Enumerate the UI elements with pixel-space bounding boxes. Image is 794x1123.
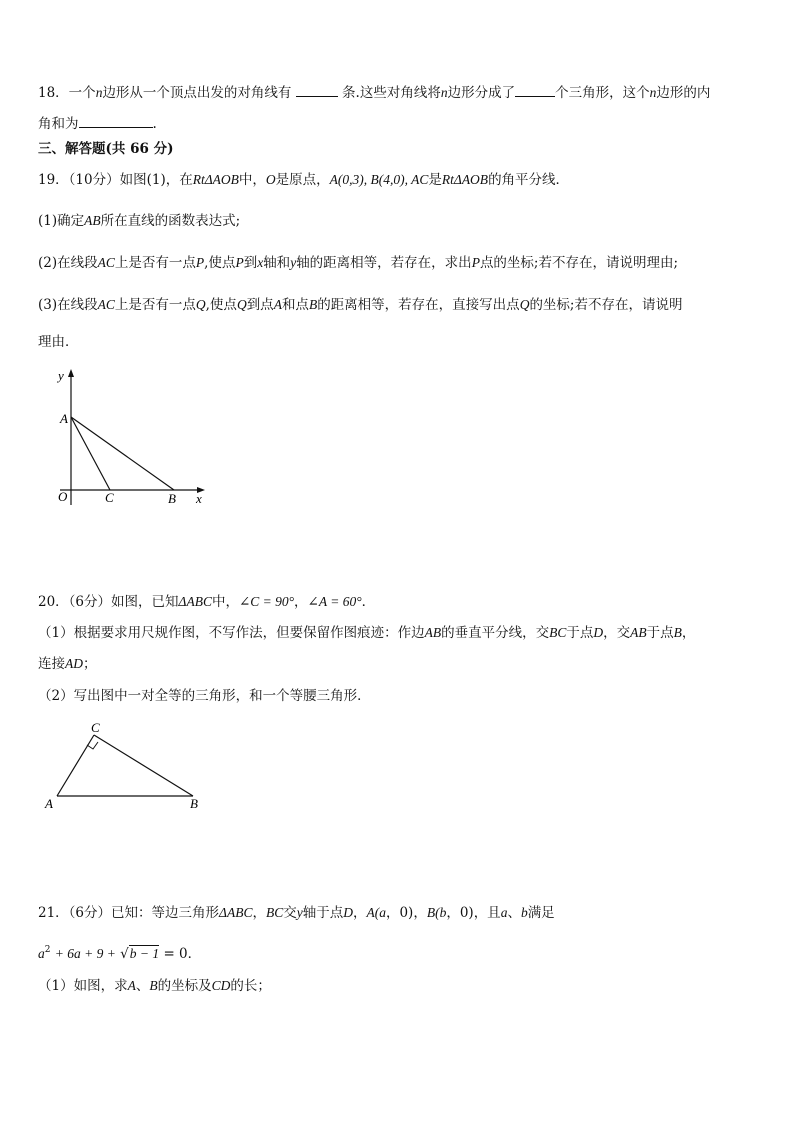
q19-text: 在线段: [57, 297, 98, 313]
q18-text: .: [152, 116, 157, 132]
q19-text: 点的坐标;若不存在，请说明理由;: [479, 255, 679, 271]
q19-text: ,使点: [204, 255, 236, 271]
q19-part3: [38, 295, 683, 315]
q19-text: 的距离相等，若存在，直接写出点: [317, 297, 520, 313]
q20-text: ．: [361, 594, 376, 610]
math: Q: [519, 297, 530, 312]
q19-part3-cont: [38, 332, 79, 352]
sqrt-sign: √: [120, 946, 129, 962]
q19-head: [38, 170, 569, 190]
math: ∠A = 60°: [307, 594, 362, 609]
q20-text: 中，: [211, 594, 239, 610]
q20-text: ，交: [603, 625, 631, 641]
segment-AB: [71, 417, 174, 490]
q21-head: [38, 903, 555, 923]
math: + 6a + 9 +: [54, 946, 116, 961]
math: ，0): [385, 905, 414, 921]
q18-text: 边形的内: [656, 85, 711, 101]
q20-figure: [40, 718, 215, 813]
math: AB: [630, 625, 647, 640]
math: AB: [424, 625, 442, 640]
math: A(0,3), B(4,0), AC: [329, 172, 429, 187]
q20-text: 20．（6分）如图，已知: [38, 594, 179, 610]
q20-text: 连接: [38, 656, 65, 672]
part-num: (1): [38, 213, 58, 229]
q19-text: 的角平分线．: [488, 172, 570, 188]
q20-text: ；: [83, 656, 97, 672]
math: Rt: [192, 172, 205, 187]
label-C: C: [105, 490, 114, 505]
q19-fig-ref: (1): [146, 172, 166, 188]
math: ΔABC: [219, 905, 253, 920]
math: b − 1: [129, 946, 160, 961]
q18-text: 角和为: [38, 116, 79, 132]
var-n: n: [95, 85, 103, 100]
q21-part1: [38, 976, 271, 996]
math: y: [290, 255, 297, 270]
q18-text: 个三角形，这个: [555, 85, 650, 101]
q20-part1: [38, 623, 695, 643]
label-y: y: [58, 368, 64, 383]
q21-text: 交: [283, 905, 297, 921]
q19-text: 到点: [246, 297, 274, 313]
math: CD: [211, 978, 231, 993]
q20-text: ，: [294, 594, 308, 610]
math: P: [235, 255, 244, 270]
q21-text: ，: [413, 905, 427, 921]
math: a: [379, 905, 386, 920]
math: B: [308, 297, 318, 312]
q21-text: 满足: [527, 905, 555, 921]
q18-text: 边形分成了: [447, 85, 516, 101]
q19-text: 确定: [57, 213, 85, 229]
q19-text: 在线段: [57, 255, 98, 271]
label-O: O: [58, 489, 68, 504]
q19-text: 是原点，: [275, 172, 330, 188]
q21-text: （1）如图，求: [38, 978, 128, 994]
q20-part2: [38, 686, 371, 706]
side-CB: [94, 735, 193, 796]
q21-text: 的长；: [230, 978, 271, 994]
q21-text: ，: [352, 905, 367, 921]
math: a: [38, 946, 45, 961]
q18-line1: [38, 82, 710, 103]
math: B: [149, 978, 158, 993]
q21-text: 、: [135, 978, 150, 994]
math: D: [593, 625, 604, 640]
math: ΔAOB: [453, 172, 489, 187]
q18-line2: [38, 113, 157, 134]
q19-part2: [38, 253, 678, 273]
q19-text: 上是否有一点: [114, 255, 196, 271]
q21-text: 轴于点: [302, 905, 344, 921]
section-title: 三、解答题(共 66 分): [38, 141, 174, 157]
math: ΔAOB: [204, 172, 239, 187]
math: AC: [97, 297, 115, 312]
math: A: [273, 297, 282, 312]
q18-blank-3[interactable]: [79, 113, 153, 128]
math: BC: [265, 905, 284, 920]
math: AC: [97, 255, 115, 270]
q19-text: 上是否有一点: [114, 297, 196, 313]
q20-text: ，: [681, 625, 696, 641]
q19-text: 轴的距离相等，若存在，求出: [296, 255, 472, 271]
math: A(: [366, 905, 380, 920]
label-B: B: [190, 796, 198, 811]
label-C: C: [91, 720, 100, 735]
math: Rt: [441, 172, 454, 187]
math: Q: [195, 297, 206, 312]
q19-text: ，在: [165, 172, 193, 188]
math: B: [673, 625, 682, 640]
math: A: [127, 978, 136, 993]
math: a: [500, 905, 508, 920]
math: x: [257, 255, 264, 270]
math: B(: [426, 905, 440, 920]
math: P: [195, 255, 205, 270]
var-n: n: [440, 85, 448, 100]
math: AD: [65, 656, 83, 671]
q19-text: 理由．: [38, 334, 79, 350]
math: b: [439, 905, 447, 920]
y-axis-arrow: [68, 369, 74, 377]
q19-text: 到: [243, 255, 258, 271]
q18-blank-2[interactable]: [515, 82, 555, 97]
q19-text: 的坐标;若不存在，请说明: [529, 297, 683, 313]
q18-blank-1[interactable]: [296, 82, 338, 97]
math: ，0): [446, 905, 474, 921]
q20-text: 的垂直平分线，交: [441, 625, 550, 641]
q19-text: 所在直线的函数表达式;: [100, 213, 241, 229]
math: O: [265, 172, 276, 187]
q19-text: 和点: [281, 297, 309, 313]
q19-figure: [50, 365, 215, 510]
math: P: [471, 255, 480, 270]
math-sup: 2: [44, 945, 51, 955]
label-x: x: [196, 491, 202, 506]
label-B: B: [168, 491, 176, 506]
q18-text: 条.这些对角线将: [342, 85, 441, 101]
side-AC: [57, 735, 94, 796]
q20-text: （1）根据要求用尺规作图，不写作法，但要保留作图痕迹：作边: [38, 625, 425, 641]
q21-text: ，: [252, 905, 266, 921]
q21-equation: [38, 940, 201, 964]
part-num: (3): [38, 297, 58, 313]
q19-text: ,使点: [205, 297, 237, 313]
label-A: A: [60, 411, 68, 426]
var-n: n: [649, 85, 657, 100]
q19-text: 是: [428, 172, 442, 188]
q20-text: 于点: [646, 625, 674, 641]
q20-part1-cont: [38, 654, 97, 674]
q21-text: 、: [507, 905, 521, 921]
q18-text: 18．一个: [38, 85, 96, 101]
math: ΔABC: [178, 594, 212, 609]
math: = 0: [163, 946, 188, 962]
math: y: [296, 905, 303, 920]
q19-part1: [38, 211, 240, 231]
q18-text: 边形从一个顶点出发的对角线有: [102, 85, 292, 101]
q19-text: 轴和: [263, 255, 291, 271]
segment-AC: [71, 417, 110, 490]
q20-text: （2）写出图中一对全等的三角形，和一个等腰三角形．: [38, 688, 371, 704]
label-A: A: [45, 796, 53, 811]
math: BC: [549, 625, 567, 640]
q21-text: ，且: [473, 905, 501, 921]
q19-text: 中，: [238, 172, 266, 188]
math: b: [520, 905, 528, 920]
q21-text: 21．（6分）已知：等边三角形: [38, 905, 220, 921]
q19-text: 19．（10分）如图: [38, 172, 147, 188]
q20-text: 于点: [566, 625, 594, 641]
math: D: [343, 905, 353, 920]
math: AB: [84, 213, 101, 228]
part-num: (2): [38, 255, 58, 271]
q21-text: 的坐标及: [157, 978, 212, 994]
math: ∠C = 90°: [238, 594, 295, 609]
q20-head: [38, 592, 375, 612]
q21-text: ．: [187, 946, 202, 962]
math: Q: [236, 297, 247, 312]
